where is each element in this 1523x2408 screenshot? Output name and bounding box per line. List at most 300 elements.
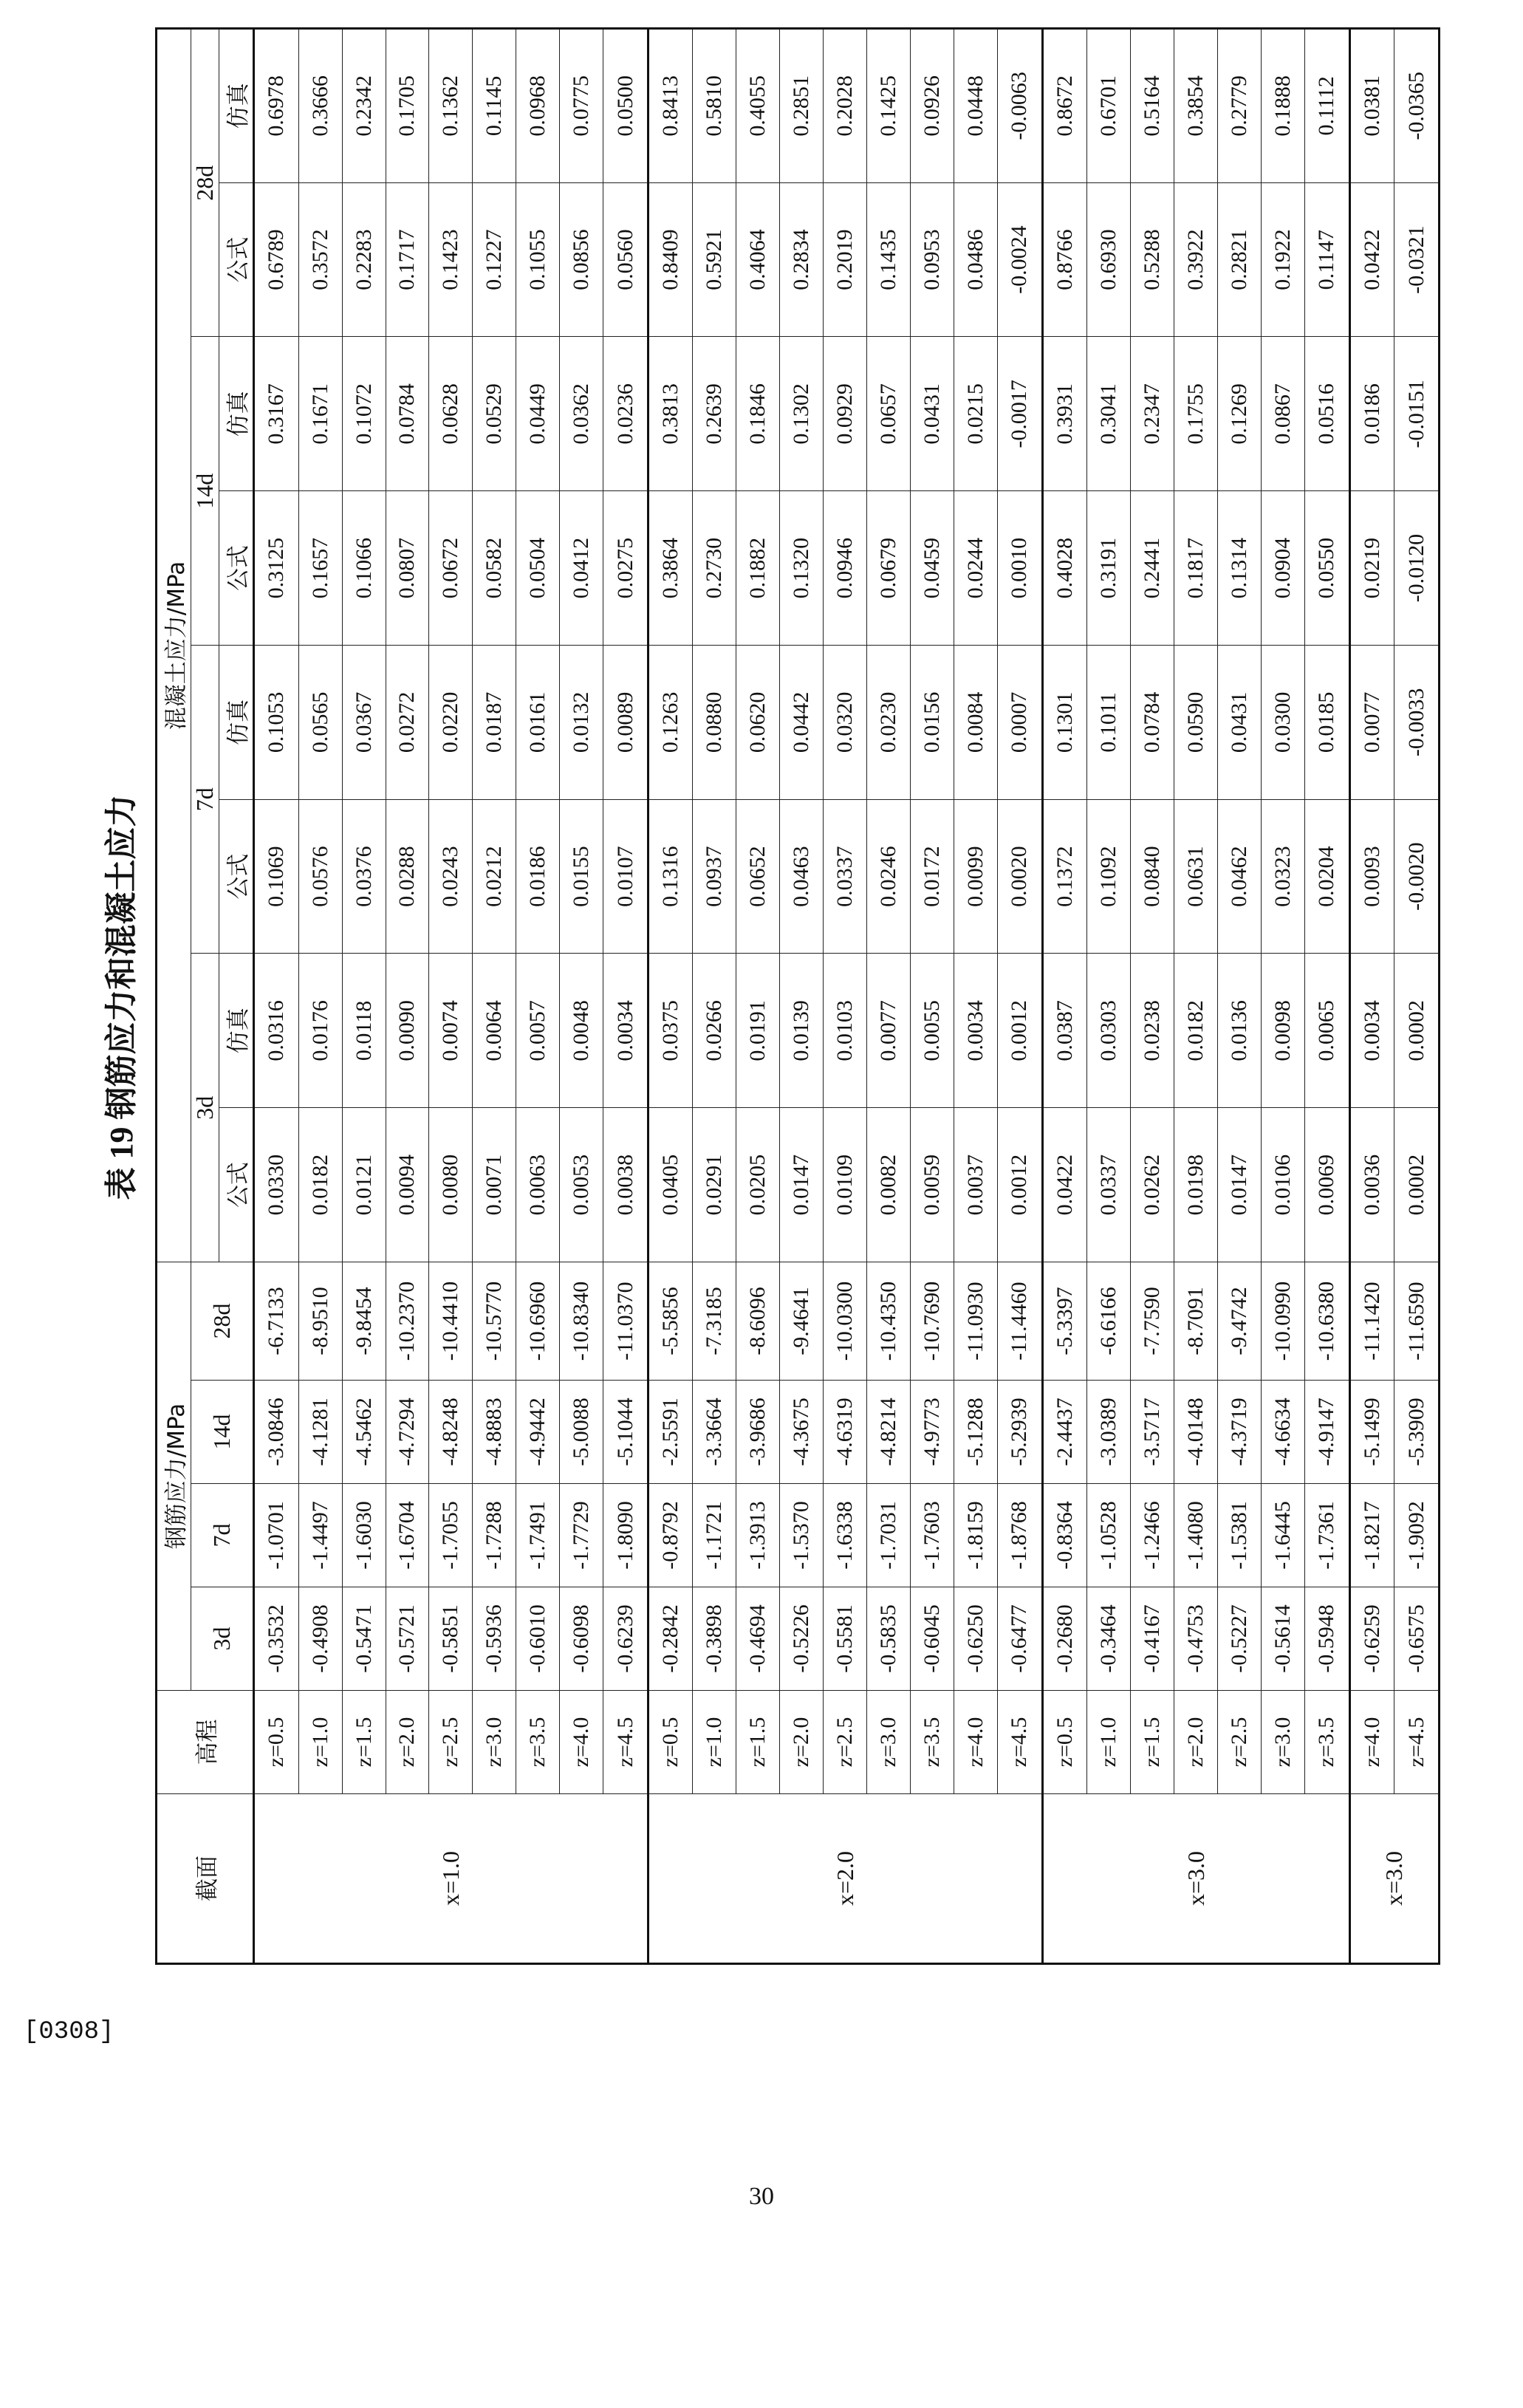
steel-age-header: 7d [191, 1484, 254, 1587]
formula-header: 公式 [219, 1108, 254, 1262]
steel-stress-cell: -4.9147 [1304, 1381, 1349, 1484]
table-row [603, 29, 648, 1964]
concrete-formula-cell: 0.1147 [1304, 182, 1349, 337]
steel-stress-cell: -10.4410 [429, 1262, 473, 1381]
concrete-formula-cell: 0.1817 [1174, 491, 1218, 646]
concrete-age-header: 14d [191, 337, 219, 646]
concrete-simulation-cell: 0.0077 [1349, 646, 1394, 800]
concrete-formula-cell: 0.0020 [998, 799, 1043, 954]
concrete-simulation-cell: 0.0926 [911, 29, 954, 183]
concrete-simulation-cell: 0.0182 [1174, 954, 1218, 1108]
concrete-formula-cell: 0.0550 [1304, 491, 1349, 646]
steel-stress-cell: -7.7590 [1131, 1262, 1174, 1381]
concrete-simulation-cell: 0.0448 [954, 29, 998, 183]
steel-stress-cell: -5.1044 [603, 1381, 648, 1484]
elevation-cell: z=4.5 [603, 1691, 648, 1794]
concrete-formula-cell: 0.5288 [1131, 182, 1174, 337]
table-row [298, 29, 342, 1964]
concrete-formula-cell: 0.0652 [736, 799, 780, 954]
steel-stress-cell: -1.0528 [1087, 1484, 1131, 1587]
concrete-simulation-cell: 0.0590 [1174, 646, 1218, 800]
elevation-cell: z=2.5 [1218, 1691, 1262, 1794]
steel-stress-cell: -0.5614 [1262, 1587, 1305, 1691]
steel-stress-cell: -10.0300 [824, 1262, 867, 1381]
elevation-cell: z=0.5 [648, 1691, 693, 1794]
section-cell: x=3.0 [1042, 1794, 1349, 1964]
concrete-simulation-cell: 0.1301 [1042, 646, 1087, 800]
steel-stress-cell: -0.5581 [824, 1587, 867, 1691]
elevation-header: 高程 [157, 1691, 254, 1794]
elevation-cell: z=2.0 [780, 1691, 824, 1794]
concrete-formula-cell: 0.0946 [824, 491, 867, 646]
elevation-cell: z=2.5 [429, 1691, 473, 1794]
steel-stress-cell: -1.7491 [516, 1484, 560, 1587]
steel-stress-cell: -0.4908 [298, 1587, 342, 1691]
concrete-simulation-cell: 0.0775 [560, 29, 603, 183]
table-row [429, 29, 473, 1964]
steel-stress-cell: -8.9510 [298, 1262, 342, 1381]
steel-stress-cell: -2.4437 [1042, 1381, 1087, 1484]
steel-stress-cell: -8.7091 [1174, 1262, 1218, 1381]
concrete-formula-cell: 0.6789 [254, 182, 299, 337]
concrete-formula-cell: 0.0063 [516, 1108, 560, 1262]
concrete-simulation-cell: 0.8413 [648, 29, 693, 183]
concrete-simulation-cell: 0.3041 [1087, 337, 1131, 491]
concrete-simulation-cell: 0.0929 [824, 337, 867, 491]
concrete-simulation-cell: 0.0139 [780, 954, 824, 1108]
concrete-formula-cell: 0.0186 [516, 799, 560, 954]
concrete-formula-cell: 0.0856 [560, 182, 603, 337]
concrete-formula-cell: 0.0059 [911, 1108, 954, 1262]
section-header: 截面 [157, 1794, 254, 1964]
elevation-cell: z=4.5 [1394, 1691, 1440, 1794]
steel-stress-cell: -1.5381 [1218, 1484, 1262, 1587]
concrete-formula-cell: 0.0082 [867, 1108, 911, 1262]
simulation-header: 仿真 [219, 337, 254, 491]
concrete-simulation-cell: 0.0187 [473, 646, 516, 800]
concrete-formula-cell: 0.0337 [1087, 1108, 1131, 1262]
table-row [998, 29, 1043, 1964]
table-row [516, 29, 560, 1964]
concrete-simulation-cell: 0.0136 [1218, 954, 1262, 1108]
concrete-simulation-cell: 0.1269 [1218, 337, 1262, 491]
steel-stress-cell: -0.3532 [254, 1587, 299, 1691]
elevation-cell: z=1.5 [342, 1691, 386, 1794]
concrete-formula-cell: 0.2019 [824, 182, 867, 337]
concrete-formula-cell: 0.0937 [693, 799, 736, 954]
steel-stress-cell: -0.6477 [998, 1587, 1043, 1691]
concrete-simulation-cell: 0.1145 [473, 29, 516, 183]
elevation-cell: z=1.0 [693, 1691, 736, 1794]
concrete-formula-cell: 0.0246 [867, 799, 911, 954]
steel-stress-cell: -3.0846 [254, 1381, 299, 1484]
concrete-formula-cell: 0.0330 [254, 1108, 299, 1262]
concrete-formula-cell: 0.0576 [298, 799, 342, 954]
steel-age-header: 3d [191, 1587, 254, 1691]
concrete-formula-cell: 0.1092 [1087, 799, 1131, 954]
concrete-simulation-cell: 0.0320 [824, 646, 867, 800]
table-row [911, 29, 954, 1964]
table-body [254, 29, 1440, 1964]
concrete-simulation-cell: -0.0151 [1394, 337, 1440, 491]
concrete-simulation-cell: 0.1112 [1304, 29, 1349, 183]
concrete-formula-cell: -0.0321 [1394, 182, 1440, 337]
concrete-formula-cell: 0.0212 [473, 799, 516, 954]
concrete-formula-cell: 0.0291 [693, 1108, 736, 1262]
page-number: 30 [749, 2183, 774, 2210]
concrete-simulation-cell: 0.0185 [1304, 646, 1349, 800]
concrete-age-header: 3d [191, 954, 219, 1262]
elevation-cell: z=0.5 [254, 1691, 299, 1794]
concrete-formula-cell: 0.4064 [736, 182, 780, 337]
concrete-simulation-cell: 0.0431 [1218, 646, 1262, 800]
concrete-formula-cell: 0.0459 [911, 491, 954, 646]
steel-stress-cell: -1.7055 [429, 1484, 473, 1587]
concrete-simulation-cell: 0.0867 [1262, 337, 1305, 491]
steel-stress-cell: -9.8454 [342, 1262, 386, 1381]
steel-stress-cell: -10.0990 [1262, 1262, 1305, 1381]
table-row [693, 29, 736, 1964]
formula-header: 公式 [219, 799, 254, 954]
steel-stress-cell: -1.8090 [603, 1484, 648, 1587]
elevation-cell: z=1.5 [1131, 1691, 1174, 1794]
concrete-simulation-cell: 0.0300 [1262, 646, 1305, 800]
steel-stress-cell: -1.6338 [824, 1484, 867, 1587]
table-number: 表 19 [103, 1126, 140, 1200]
concrete-formula-cell: 0.0486 [954, 182, 998, 337]
steel-stress-cell: -1.4080 [1174, 1484, 1218, 1587]
concrete-simulation-cell: 0.0500 [603, 29, 648, 183]
concrete-simulation-cell: 0.2347 [1131, 337, 1174, 491]
concrete-simulation-cell: 0.0316 [254, 954, 299, 1108]
concrete-formula-cell: 0.1922 [1262, 182, 1305, 337]
steel-stress-cell: -0.5721 [386, 1587, 429, 1691]
concrete-simulation-cell: 0.1705 [386, 29, 429, 183]
concrete-formula-cell: 0.1320 [780, 491, 824, 646]
concrete-formula-cell: 0.0080 [429, 1108, 473, 1262]
steel-stress-cell: -0.6250 [954, 1587, 998, 1691]
concrete-formula-cell: 0.0002 [1394, 1108, 1440, 1262]
concrete-formula-cell: -0.0020 [1394, 799, 1440, 954]
steel-stress-cell: -9.4742 [1218, 1262, 1262, 1381]
table-row [780, 29, 824, 1964]
concrete-simulation-cell: 0.3813 [648, 337, 693, 491]
steel-stress-cell: -5.3397 [1042, 1262, 1087, 1381]
concrete-simulation-cell: 0.0220 [429, 646, 473, 800]
concrete-formula-cell: 0.0376 [342, 799, 386, 954]
steel-stress-cell: -1.9092 [1394, 1484, 1440, 1587]
concrete-formula-cell: 0.0198 [1174, 1108, 1218, 1262]
concrete-formula-cell: 0.1423 [429, 182, 473, 337]
concrete-formula-cell: 0.8766 [1042, 182, 1087, 337]
concrete-simulation-cell: 0.0431 [911, 337, 954, 491]
steel-stress-cell: -11.6590 [1394, 1262, 1440, 1381]
section-cell: x=3.0 [1349, 1794, 1439, 1964]
steel-stress-cell: -4.9773 [911, 1381, 954, 1484]
paragraph-number: [0308] [24, 2018, 114, 2046]
steel-stress-cell: -1.2466 [1131, 1484, 1174, 1587]
concrete-formula-cell: 0.1066 [342, 491, 386, 646]
elevation-cell: z=4.0 [1349, 1691, 1394, 1794]
steel-stress-cell: -4.1281 [298, 1381, 342, 1484]
steel-stress-cell: -4.8883 [473, 1381, 516, 1484]
table-row [867, 29, 911, 1964]
concrete-formula-cell: 0.1717 [386, 182, 429, 337]
concrete-simulation-cell: 0.1302 [780, 337, 824, 491]
steel-stress-cell: -0.8364 [1042, 1484, 1087, 1587]
concrete-formula-cell: 0.0243 [429, 799, 473, 954]
table-row [560, 29, 603, 1964]
steel-stress-cell: -10.8340 [560, 1262, 603, 1381]
concrete-simulation-cell: 0.0215 [954, 337, 998, 491]
simulation-header: 仿真 [219, 29, 254, 183]
steel-stress-cell: -0.5851 [429, 1587, 473, 1691]
steel-stress-cell: -5.1499 [1349, 1381, 1394, 1484]
elevation-cell: z=3.5 [1304, 1691, 1349, 1794]
concrete-simulation-cell: 0.2639 [693, 337, 736, 491]
concrete-simulation-cell: 0.3167 [254, 337, 299, 491]
concrete-formula-cell: 0.0244 [954, 491, 998, 646]
concrete-formula-cell: 0.0288 [386, 799, 429, 954]
steel-stress-cell: -1.0701 [254, 1484, 299, 1587]
concrete-formula-cell: 0.0807 [386, 491, 429, 646]
concrete-formula-cell: 0.0405 [648, 1108, 693, 1262]
elevation-cell: z=0.5 [1042, 1691, 1087, 1794]
steel-stress-cell: -0.5471 [342, 1587, 386, 1691]
table-title: 钢筋应力和混凝土应力 [103, 794, 140, 1120]
steel-stress-cell: -1.1721 [693, 1484, 736, 1587]
rotated-table-block [89, 30, 1440, 1965]
elevation-cell: z=2.5 [824, 1691, 867, 1794]
concrete-formula-cell: 0.0109 [824, 1108, 867, 1262]
table-caption [89, 30, 155, 1965]
concrete-formula-cell: 0.0904 [1262, 491, 1305, 646]
steel-stress-cell: -7.3185 [693, 1262, 736, 1381]
concrete-simulation-cell: 0.0007 [998, 646, 1043, 800]
concrete-simulation-cell: 0.0628 [429, 337, 473, 491]
concrete-simulation-cell: 0.1846 [736, 337, 780, 491]
steel-stress-cell: -10.4350 [867, 1262, 911, 1381]
steel-stress-cell: -1.7729 [560, 1484, 603, 1587]
steel-stress-cell: -0.5227 [1218, 1587, 1262, 1691]
steel-stress-cell: -1.6445 [1262, 1484, 1305, 1587]
steel-stress-cell: -0.6045 [911, 1587, 954, 1691]
concrete-formula-cell: 0.0205 [736, 1108, 780, 1262]
concrete-formula-cell: 0.0099 [954, 799, 998, 954]
steel-stress-cell: -1.6704 [386, 1484, 429, 1587]
steel-stress-cell: -4.6634 [1262, 1381, 1305, 1484]
concrete-formula-cell: 0.0147 [780, 1108, 824, 1262]
concrete-formula-cell: -0.0024 [998, 182, 1043, 337]
table-row [736, 29, 780, 1964]
table-row [648, 29, 693, 1964]
concrete-formula-cell: 0.2821 [1218, 182, 1262, 337]
steel-stress-cell: -11.1420 [1349, 1262, 1394, 1381]
steel-age-header: 28d [191, 1262, 254, 1381]
concrete-formula-cell: 0.0422 [1349, 182, 1394, 337]
steel-stress-cell: -10.7690 [911, 1262, 954, 1381]
concrete-simulation-cell: 0.4055 [736, 29, 780, 183]
concrete-simulation-cell: 0.0034 [954, 954, 998, 1108]
steel-stress-cell: -0.6098 [560, 1587, 603, 1691]
concrete-simulation-cell: 0.0034 [1349, 954, 1394, 1108]
concrete-simulation-cell: 0.0103 [824, 954, 867, 1108]
concrete-formula-cell: 0.0038 [603, 1108, 648, 1262]
concrete-simulation-cell: 0.0516 [1304, 337, 1349, 491]
concrete-simulation-cell: 0.3931 [1042, 337, 1087, 491]
concrete-simulation-cell: 0.0303 [1087, 954, 1131, 1108]
concrete-simulation-cell: 0.0002 [1394, 954, 1440, 1108]
steel-stress-cell: -1.4497 [298, 1484, 342, 1587]
concrete-age-header: 28d [191, 29, 219, 338]
concrete-simulation-cell: 0.0055 [911, 954, 954, 1108]
concrete-simulation-cell: 0.0191 [736, 954, 780, 1108]
concrete-simulation-cell: 0.0064 [473, 954, 516, 1108]
concrete-formula-cell: 0.0672 [429, 491, 473, 646]
steel-stress-cell: -0.4167 [1131, 1587, 1174, 1691]
steel-stress-cell: -1.7361 [1304, 1484, 1349, 1587]
concrete-formula-cell: 0.0219 [1349, 491, 1394, 646]
steel-stress-cell: -4.9442 [516, 1381, 560, 1484]
concrete-formula-cell: 0.2730 [693, 491, 736, 646]
steel-age-header: 14d [191, 1381, 254, 1484]
steel-stress-cell: -0.2680 [1042, 1587, 1087, 1691]
concrete-simulation-cell: 0.0968 [516, 29, 560, 183]
concrete-simulation-cell: 0.6978 [254, 29, 299, 183]
concrete-simulation-cell: 0.6701 [1087, 29, 1131, 183]
concrete-formula-cell: 0.0147 [1218, 1108, 1262, 1262]
concrete-formula-cell: 0.1055 [516, 182, 560, 337]
concrete-age-header: 7d [191, 646, 219, 954]
concrete-formula-cell: 0.0012 [998, 1108, 1043, 1262]
concrete-formula-cell: 0.0462 [1218, 799, 1262, 954]
elevation-cell: z=1.0 [298, 1691, 342, 1794]
table-row [824, 29, 867, 1964]
concrete-simulation-cell: 0.0381 [1349, 29, 1394, 183]
concrete-formula-cell: 0.0422 [1042, 1108, 1087, 1262]
concrete-simulation-cell: 0.0230 [867, 646, 911, 800]
table-row [1087, 29, 1131, 1964]
elevation-cell: z=1.0 [1087, 1691, 1131, 1794]
steel-stress-cell: -2.5591 [648, 1381, 693, 1484]
concrete-formula-cell: 0.1372 [1042, 799, 1087, 954]
concrete-formula-cell: 0.1069 [254, 799, 299, 954]
concrete-formula-cell: 0.0037 [954, 1108, 998, 1262]
concrete-simulation-cell: 0.0048 [560, 954, 603, 1108]
concrete-simulation-cell: 0.3854 [1174, 29, 1218, 183]
concrete-formula-cell: 0.1657 [298, 491, 342, 646]
concrete-formula-cell: 0.2834 [780, 182, 824, 337]
concrete-simulation-cell: 0.0442 [780, 646, 824, 800]
steel-stress-cell: -10.6960 [516, 1262, 560, 1381]
steel-stress-cell: -3.5717 [1131, 1381, 1174, 1484]
table-row [1262, 29, 1305, 1964]
steel-stress-cell: -4.0148 [1174, 1381, 1218, 1484]
elevation-cell: z=3.5 [516, 1691, 560, 1794]
concrete-simulation-cell: 0.1362 [429, 29, 473, 183]
section-cell: x=2.0 [648, 1794, 1042, 1964]
concrete-simulation-cell: 0.0272 [386, 646, 429, 800]
concrete-simulation-cell: -0.0017 [998, 337, 1043, 491]
steel-stress-cell: -10.6380 [1304, 1262, 1349, 1381]
steel-stress-cell: -5.5856 [648, 1262, 693, 1381]
steel-stress-cell: -4.3675 [780, 1381, 824, 1484]
concrete-formula-cell: 0.1314 [1218, 491, 1262, 646]
table-row [1218, 29, 1262, 1964]
concrete-simulation-cell: 0.0132 [560, 646, 603, 800]
concrete-simulation-cell: 0.0065 [1304, 954, 1349, 1108]
concrete-formula-cell: 0.2283 [342, 182, 386, 337]
steel-stress-cell: -5.2939 [998, 1381, 1043, 1484]
concrete-formula-cell: 0.5921 [693, 182, 736, 337]
steel-stress-cell: -1.3913 [736, 1484, 780, 1587]
table-row [254, 29, 299, 1964]
steel-stress-cell: -0.5948 [1304, 1587, 1349, 1691]
concrete-formula-cell: 0.0323 [1262, 799, 1305, 954]
concrete-simulation-cell: 0.2028 [824, 29, 867, 183]
concrete-simulation-cell: 0.0620 [736, 646, 780, 800]
steel-stress-cell: -0.8792 [648, 1484, 693, 1587]
concrete-simulation-cell: 0.0077 [867, 954, 911, 1108]
elevation-cell: z=3.5 [911, 1691, 954, 1794]
steel-stress-cell: -1.7031 [867, 1484, 911, 1587]
concrete-formula-cell: 0.1435 [867, 182, 911, 337]
concrete-simulation-cell: 0.5810 [693, 29, 736, 183]
concrete-simulation-cell: 0.0186 [1349, 337, 1394, 491]
steel-stress-cell: -3.0389 [1087, 1381, 1131, 1484]
concrete-simulation-cell: 0.5164 [1131, 29, 1174, 183]
concrete-formula-cell: 0.0412 [560, 491, 603, 646]
concrete-formula-cell: 0.0582 [473, 491, 516, 646]
concrete-formula-cell: 0.0053 [560, 1108, 603, 1262]
concrete-simulation-cell: 0.0012 [998, 954, 1043, 1108]
steel-stress-cell: -0.6239 [603, 1587, 648, 1691]
concrete-formula-cell: 0.0275 [603, 491, 648, 646]
elevation-cell: z=1.5 [736, 1691, 780, 1794]
concrete-simulation-cell: 0.0156 [911, 646, 954, 800]
elevation-cell: z=2.0 [386, 1691, 429, 1794]
concrete-formula-cell: 0.1882 [736, 491, 780, 646]
steel-stress-cell: -11.0370 [603, 1262, 648, 1381]
concrete-simulation-cell: 0.1671 [298, 337, 342, 491]
concrete-simulation-cell: 0.0238 [1131, 954, 1174, 1108]
steel-stress-cell: -1.5370 [780, 1484, 824, 1587]
steel-stress-cell: -4.8248 [429, 1381, 473, 1484]
elevation-cell: z=3.0 [473, 1691, 516, 1794]
steel-stress-cell: -6.7133 [254, 1262, 299, 1381]
concrete-formula-cell: 0.0182 [298, 1108, 342, 1262]
concrete-simulation-cell: -0.0063 [998, 29, 1043, 183]
steel-stress-cell: -4.6319 [824, 1381, 867, 1484]
steel-stress-cell: -5.3909 [1394, 1381, 1440, 1484]
table-row [1304, 29, 1349, 1964]
concrete-simulation-cell: 0.0084 [954, 646, 998, 800]
steel-stress-cell: -0.5936 [473, 1587, 516, 1691]
formula-header: 公式 [219, 182, 254, 337]
steel-stress-cell: -11.4460 [998, 1262, 1043, 1381]
concrete-simulation-cell: 0.1425 [867, 29, 911, 183]
concrete-simulation-cell: 0.2779 [1218, 29, 1262, 183]
steel-stress-cell: -0.3898 [693, 1587, 736, 1691]
steel-stress-cell: -0.4753 [1174, 1587, 1218, 1691]
concrete-formula-cell: 0.0840 [1131, 799, 1174, 954]
concrete-simulation-cell: 0.2342 [342, 29, 386, 183]
concrete-simulation-cell: 0.0074 [429, 954, 473, 1108]
concrete-simulation-cell: 0.1053 [254, 646, 299, 800]
concrete-simulation-cell: 0.0367 [342, 646, 386, 800]
concrete-formula-cell: 0.0155 [560, 799, 603, 954]
steel-stress-cell: -0.5226 [780, 1587, 824, 1691]
